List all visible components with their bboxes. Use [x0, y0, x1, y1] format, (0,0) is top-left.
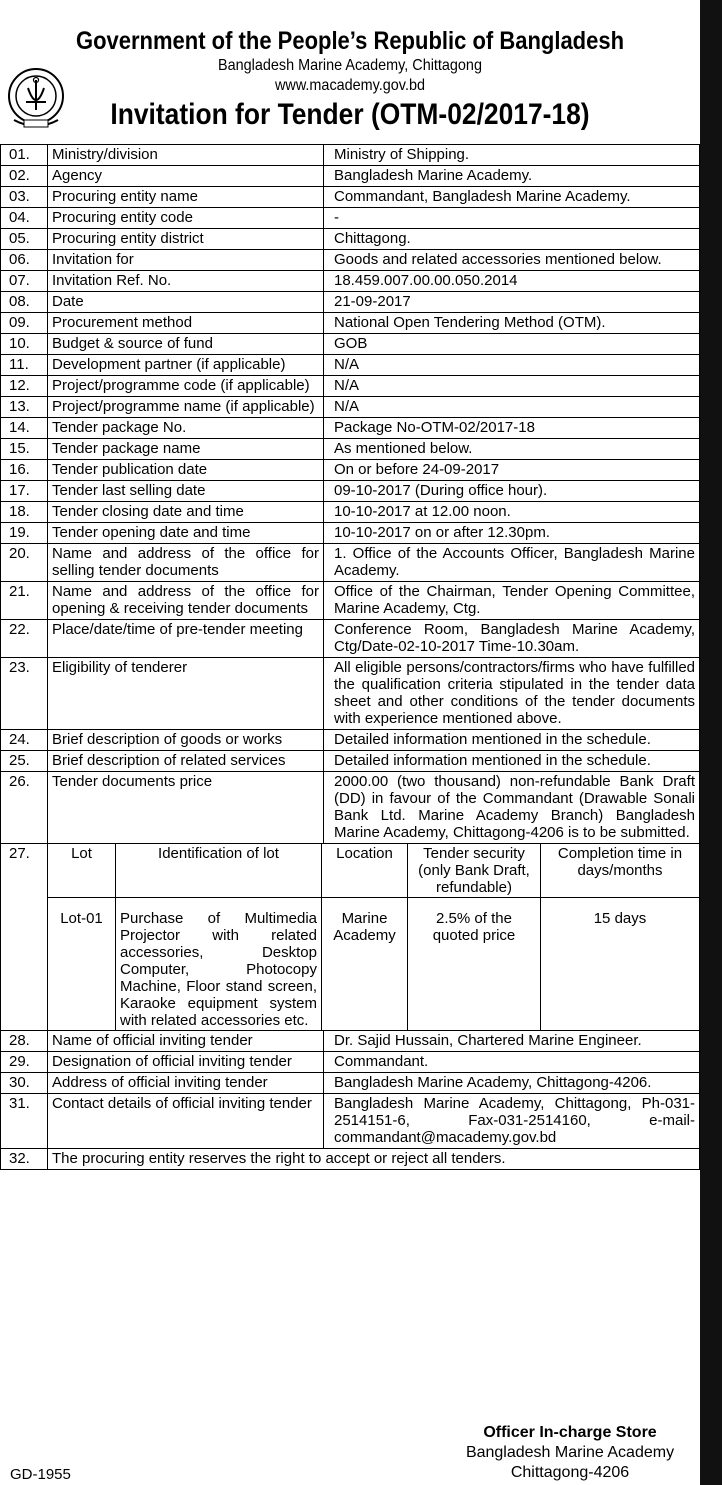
table-row [1, 166, 700, 187]
row-value: 21-09-2017 [324, 292, 700, 313]
table-row [1, 481, 700, 502]
row-number: 06. [1, 250, 48, 271]
table-row [1, 1052, 700, 1073]
signature-block [440, 1423, 700, 1483]
row-number: 03. [1, 187, 48, 208]
row-value: Bangladesh Marine Academy, Chittagong, Ph-031-2514151-6, Fax-031-2514160, e-mail-commandant@macademy.gov.bd [324, 1094, 700, 1149]
row-value: On or before 24-09-2017 [324, 460, 700, 481]
lot-table-cell [48, 844, 700, 1031]
row-label: Project/programme name (if applicable) [48, 397, 324, 418]
government-heading: Government of the People’s Republic of Bangladesh [75, 27, 625, 55]
row-number: 04. [1, 208, 48, 229]
row-value: All eligible persons/contractors/firms who have fulfilled the qualification criteria stipulated in the tender data sheet and other conditions of the tender documents with experience mentioned above. [324, 658, 700, 730]
row-value: Detailed information mentioned in the schedule. [324, 751, 700, 772]
table-row-27 [1, 844, 700, 1031]
table-row [1, 145, 700, 166]
table-row [1, 292, 700, 313]
identification-col-header: Identification of lot [116, 844, 322, 898]
row-value: 09-10-2017 (During office hour). [324, 481, 700, 502]
top-margin [0, 0, 700, 22]
row-number: 20. [1, 544, 48, 582]
lot-row [48, 898, 699, 1031]
table-row [1, 620, 700, 658]
table-row [1, 208, 700, 229]
row-value: Goods and related accessories mentioned below. [324, 250, 700, 271]
table-row [1, 439, 700, 460]
table-row [1, 355, 700, 376]
row-number: 26. [1, 772, 48, 844]
row-value: 2000.00 (two thousand) non-refundable Bank Draft (DD) in favour of the Commandant (Drawable Sonali Bank Ltd. Marine Academy Branch) Bangladesh Marine Academy, Chittagong-4206 is to be submitted. [324, 772, 700, 844]
table-row [1, 751, 700, 772]
row-label: Procuring entity code [48, 208, 324, 229]
row-value: Bangladesh Marine Academy, Chittagong-4206. [324, 1073, 700, 1094]
row-number: 02. [1, 166, 48, 187]
official-rows [1, 1031, 700, 1149]
table-row [1, 313, 700, 334]
table-row [1, 1073, 700, 1094]
page-edge-bar [700, 0, 722, 1485]
row-label: Date [48, 292, 324, 313]
lot-completion: 15 days [593, 910, 647, 927]
row-number: 18. [1, 502, 48, 523]
row-number: 28. [1, 1031, 48, 1052]
row-value: Dr. Sajid Hussain, Chartered Marine Engineer. [324, 1031, 700, 1052]
row-value: 10-10-2017 on or after 12.30pm. [324, 523, 700, 544]
row-number: 12. [1, 376, 48, 397]
table-row [1, 229, 700, 250]
row-label: Procurement method [48, 313, 324, 334]
row-value: GOB [324, 334, 700, 355]
row-label: Tender opening date and time [48, 523, 324, 544]
row-value: 18.459.007.00.00.050.2014 [324, 271, 700, 292]
row-number: 31. [1, 1094, 48, 1149]
table-row [1, 658, 700, 730]
row-number: 24. [1, 730, 48, 751]
lot-header-row [48, 844, 699, 898]
row-label: Tender closing date and time [48, 502, 324, 523]
row-label: Tender package No. [48, 418, 324, 439]
table-row [1, 250, 700, 271]
row-label: Budget & source of fund [48, 334, 324, 355]
tender-details-table [0, 144, 700, 1170]
row-label: Tender documents price [48, 772, 324, 844]
tender-title: Invitation for Tender (OTM-02/2017-18) [110, 98, 590, 131]
security-col-header: Tender security (only Bank Draft, refundable) [408, 844, 541, 898]
row-number: 13. [1, 397, 48, 418]
row-label: Procuring entity name [48, 187, 324, 208]
row-value: 1. Office of the Accounts Officer, Bangladesh Marine Academy. [324, 544, 700, 582]
table-row [1, 502, 700, 523]
row-number: 23. [1, 658, 48, 730]
lot-location: Marine Academy [322, 898, 408, 1031]
row-label: Name and address of the office for opening & receiving tender documents [48, 582, 324, 620]
location-col-header: Location [322, 844, 408, 898]
tender-rows [1, 145, 700, 844]
row-label: Contact details of official inviting tender [48, 1094, 324, 1149]
table-row [1, 523, 700, 544]
table-row-32 [1, 1149, 700, 1170]
row-label: Tender package name [48, 439, 324, 460]
row-value: As mentioned below. [324, 439, 700, 460]
row-number: 22. [1, 620, 48, 658]
row-number: 29. [1, 1052, 48, 1073]
row-value: Bangladesh Marine Academy. [324, 166, 700, 187]
completion-col-header: Completion time in days/months [541, 844, 700, 898]
row-number: 19. [1, 523, 48, 544]
lot-id: Lot-01 [48, 898, 116, 1031]
row-value: N/A [324, 355, 700, 376]
row-label: Agency [48, 166, 324, 187]
row-label: Development partner (if applicable) [48, 355, 324, 376]
row-number: 05. [1, 229, 48, 250]
signatory-city: Chittagong-4206 [510, 1464, 630, 1481]
row-label: Tender publication date [48, 460, 324, 481]
row-label: Place/date/time of pre-tender meeting [48, 620, 324, 658]
row-number: 10. [1, 334, 48, 355]
row-label: Procuring entity district [48, 229, 324, 250]
table-row [1, 376, 700, 397]
row-number: 30. [1, 1073, 48, 1094]
lot-section [1, 844, 700, 1031]
academy-website-link[interactable]: www.macademy.gov.bd [275, 77, 425, 94]
row-number: 07. [1, 271, 48, 292]
row-value: Commandant. [324, 1052, 700, 1073]
lot-col-header: Lot [48, 844, 116, 898]
table-row [1, 730, 700, 751]
row-number: 16. [1, 460, 48, 481]
row-number: 21. [1, 582, 48, 620]
document-header [0, 26, 700, 132]
row-value: Office of the Chairman, Tender Opening Committee, Marine Academy, Ctg. [324, 582, 700, 620]
table-row [1, 544, 700, 582]
row-label: Name of official inviting tender [48, 1031, 324, 1052]
row-number: 25. [1, 751, 48, 772]
row-value: Detailed information mentioned in the schedule. [324, 730, 700, 751]
row-number: 11. [1, 355, 48, 376]
row-number: 27. [1, 844, 48, 1031]
row-number: 15. [1, 439, 48, 460]
row-number: 17. [1, 481, 48, 502]
row-label: Tender last selling date [48, 481, 324, 502]
row-label: Address of official inviting tender [48, 1073, 324, 1094]
row-number: 08. [1, 292, 48, 313]
row-label: Brief description of goods or works [48, 730, 324, 751]
table-row [1, 1094, 700, 1149]
lot-table [48, 844, 699, 1030]
row-number: 32. [1, 1149, 48, 1170]
row-number: 09. [1, 313, 48, 334]
lot-security: 2.5% of the quoted price [408, 898, 541, 1031]
signatory-title: Officer In-charge Store [483, 1424, 657, 1441]
row-value: N/A [324, 376, 700, 397]
row-label: Ministry/division [48, 145, 324, 166]
row-value: National Open Tendering Method (OTM). [324, 313, 700, 334]
row-value: Conference Room, Bangladesh Marine Academy, Ctg/Date-02-10-2017 Time-10.30am. [324, 620, 700, 658]
row-value: Package No-OTM-02/2017-18 [324, 418, 700, 439]
table-row [1, 772, 700, 844]
row-label: Eligibility of tenderer [48, 658, 324, 730]
table-row [1, 1031, 700, 1052]
footer-code: GD-1955 [10, 1466, 71, 1483]
row-number: 01. [1, 145, 48, 166]
row-label: Invitation Ref. No. [48, 271, 324, 292]
row-label: Designation of official inviting tender [48, 1052, 324, 1073]
final-section [1, 1149, 700, 1170]
table-row [1, 334, 700, 355]
academy-name: Bangladesh Marine Academy, Chittagong [218, 57, 482, 74]
row-value: - [324, 208, 700, 229]
row-value: 10-10-2017 at 12.00 noon. [324, 502, 700, 523]
table-row [1, 460, 700, 481]
row-label: Project/programme code (if applicable) [48, 376, 324, 397]
row-value: Ministry of Shipping. [324, 145, 700, 166]
row-value: N/A [324, 397, 700, 418]
lot-identification: Purchase of Multimedia Projector with related accessories, Desktop Computer, Photocopy Machine, Floor stand screen, Karaoke equipment system with related accessories etc. [116, 898, 322, 1031]
row-label: Invitation for [48, 250, 324, 271]
row-number: 14. [1, 418, 48, 439]
table-row [1, 271, 700, 292]
row-label: Brief description of related services [48, 751, 324, 772]
table-row [1, 418, 700, 439]
row-value: Chittagong. [324, 229, 700, 250]
row-value: Commandant, Bangladesh Marine Academy. [324, 187, 700, 208]
reservation-note: The procuring entity reserves the right to accept or reject all tenders. [48, 1149, 700, 1170]
signatory-org: Bangladesh Marine Academy [465, 1444, 675, 1461]
table-row [1, 397, 700, 418]
table-row [1, 187, 700, 208]
table-row [1, 582, 700, 620]
row-label: Name and address of the office for selling tender documents [48, 544, 324, 582]
